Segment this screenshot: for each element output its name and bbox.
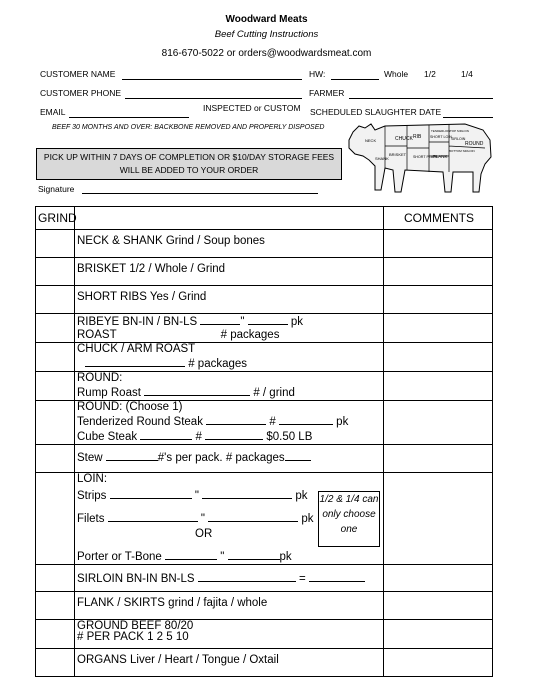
sirloin-field[interactable] xyxy=(198,571,296,582)
grind-checkbox[interactable] xyxy=(36,314,75,343)
rump-roast-label: Rump Roast xyxy=(77,387,141,399)
sirloin-count-field[interactable] xyxy=(309,571,365,582)
cow-label-chuck: CHUCK xyxy=(395,136,413,142)
strips-pk-label: pk xyxy=(295,490,308,502)
inch-mark: " xyxy=(220,551,225,563)
chuck-count-field[interactable] xyxy=(85,356,185,367)
filets-pk-label: pk xyxy=(301,513,314,525)
cow-label-tenderloin: TENDERLOIN xyxy=(431,129,451,133)
farmer-label: FARMER xyxy=(309,88,345,98)
comments-cell[interactable] xyxy=(384,592,493,620)
grind-checkbox[interactable] xyxy=(36,445,75,473)
or-label: OR xyxy=(195,528,213,540)
comments-cell[interactable] xyxy=(384,258,493,286)
tenderized-count-field[interactable] xyxy=(279,414,333,425)
cow-label-neck: NECK xyxy=(365,138,377,143)
row-brisket: BRISKET 1/2 / Whole / Grind xyxy=(75,258,384,286)
comments-cell[interactable] xyxy=(384,565,493,592)
table-row xyxy=(36,620,493,649)
cow-label-rib: RIB xyxy=(413,134,422,140)
filets-count-field[interactable] xyxy=(208,511,298,522)
ground-beef-label: GROUND BEEF 80/20 xyxy=(77,620,194,632)
inspected-custom-option[interactable]: INSPECTED or CUSTOM xyxy=(203,103,301,113)
ribeye-thickness-field[interactable] xyxy=(200,314,240,325)
pickup-notice-line1: PICK UP WITHIN 7 DAYS OF COMPLETION OR $10/DAY STORAGE FEES xyxy=(43,152,335,162)
table-row xyxy=(36,230,493,258)
cow-label-bottom-sirloin: BOTTOM SIRLOIN xyxy=(449,149,475,153)
cow-label-shank: SHANK xyxy=(375,156,389,161)
table-row xyxy=(36,401,493,445)
table-row xyxy=(36,592,493,620)
whole-option[interactable]: Whole xyxy=(384,69,409,79)
hash-mark: # xyxy=(195,431,202,443)
roast-label: ROAST xyxy=(77,329,117,341)
customer-phone-field[interactable] xyxy=(125,98,302,99)
ribeye-pk-label: pk xyxy=(290,316,303,328)
row-sirloin xyxy=(75,565,384,592)
row-neck-shank: NECK & SHANK Grind / Soup bones xyxy=(75,230,384,258)
chuck-packages-label: # packages xyxy=(188,358,248,370)
stew-label: Stew xyxy=(77,452,103,464)
pickup-notice-line2: WILL BE ADDED TO YOUR ORDER xyxy=(119,165,259,175)
grind-checkbox[interactable] xyxy=(36,230,75,258)
chuck-label: CHUCK / ARM ROAST xyxy=(77,343,196,355)
grind-checkbox[interactable] xyxy=(36,473,75,565)
farmer-field[interactable] xyxy=(349,98,493,99)
grind-checkbox[interactable] xyxy=(36,620,75,649)
backbone-note: BEEF 30 MONTHS AND OVER: BACKBONE REMOVED AND PROPERLY DISPOSED xyxy=(52,124,325,131)
ribeye-label: RIBEYE BN-IN / BN-LS xyxy=(77,316,198,328)
equals-mark: = xyxy=(298,573,306,585)
comments-cell[interactable] xyxy=(384,473,493,565)
row-organs: ORGANS Liver / Heart / Tongue / Oxtail xyxy=(75,649,384,677)
comments-cell[interactable] xyxy=(384,649,493,677)
cow-label-sirloin: SIRLOIN xyxy=(451,137,466,141)
strips-count-field[interactable] xyxy=(202,488,292,499)
tenderized-pk-label: pk xyxy=(336,416,349,428)
quarter-option[interactable]: 1/4 xyxy=(461,69,473,79)
stew-count-field[interactable] xyxy=(106,450,158,461)
filets-thickness-field[interactable] xyxy=(108,511,198,522)
cow-label-brisket: BRISKET xyxy=(389,152,407,157)
porter-label: Porter or T-Bone xyxy=(77,551,162,563)
inch-mark: " xyxy=(240,316,245,328)
round-label: ROUND: xyxy=(77,372,123,384)
porter-thickness-field[interactable] xyxy=(165,549,217,560)
hw-label: HW: xyxy=(309,69,326,79)
table-row xyxy=(36,286,493,314)
loin-label: LOIN: xyxy=(77,473,108,485)
strips-label: Strips xyxy=(77,490,107,502)
grind-checkbox[interactable] xyxy=(36,401,75,445)
comments-column-header: COMMENTS xyxy=(384,207,493,230)
table-row xyxy=(36,473,493,565)
row-ribeye xyxy=(75,314,384,343)
stew-packages-label: #'s per pack. # packages xyxy=(157,452,285,464)
signature-field[interactable] xyxy=(82,193,318,194)
table-row xyxy=(36,445,493,473)
grind-checkbox[interactable] xyxy=(36,649,75,677)
comments-cell[interactable] xyxy=(384,230,493,258)
inch-mark: " xyxy=(200,513,205,525)
cow-label-short-loin: SHORT LOIN xyxy=(430,135,452,139)
hash-mark: # xyxy=(269,416,276,428)
contact-info: 816-670-5022 or orders@woodwardsmeat.com xyxy=(161,48,372,59)
porter-count-field[interactable] xyxy=(228,549,280,560)
comments-cell[interactable] xyxy=(384,343,493,372)
signature-label: Signature xyxy=(38,184,75,194)
email-field[interactable] xyxy=(69,117,189,118)
business-name: Woodward Meats xyxy=(225,14,308,25)
cow-label-short-plate: SHORT PLATE xyxy=(413,155,438,159)
cube-steak-field[interactable] xyxy=(140,429,192,440)
table-row xyxy=(36,372,493,401)
roast-packages-label: # packages xyxy=(220,329,280,341)
cube-steak-label: Cube Steak xyxy=(77,431,138,443)
stew-packages-field[interactable] xyxy=(285,450,311,461)
porter-pk-label: pk xyxy=(279,551,292,563)
round-choose-label: ROUND: (Choose 1) xyxy=(77,401,183,413)
grind-checkbox[interactable] xyxy=(36,592,75,620)
grind-column-header: GRIND xyxy=(36,207,75,230)
row-flank: FLANK / SKIRTS grind / fajita / whole xyxy=(75,592,384,620)
row-chuck xyxy=(75,343,384,372)
cutting-table xyxy=(35,206,493,677)
comments-cell[interactable] xyxy=(384,314,493,343)
grind-checkbox[interactable] xyxy=(36,343,75,372)
strips-thickness-field[interactable] xyxy=(110,488,192,499)
rump-roast-field[interactable] xyxy=(144,385,250,396)
beef-cuts-diagram xyxy=(345,112,495,198)
customer-name-field[interactable] xyxy=(122,79,302,80)
table-row xyxy=(36,343,493,372)
grind-checkbox[interactable] xyxy=(36,372,75,401)
table-row xyxy=(36,258,493,286)
grind-checkbox[interactable] xyxy=(36,258,75,286)
item-column-header xyxy=(75,207,384,230)
customer-name-label: CUSTOMER NAME xyxy=(40,69,116,79)
comments-cell[interactable] xyxy=(384,372,493,401)
table-row xyxy=(36,314,493,343)
grind-checkbox[interactable] xyxy=(36,565,75,592)
email-label: EMAIL xyxy=(40,107,66,117)
grind-checkbox[interactable] xyxy=(36,286,75,314)
ribeye-count-field[interactable] xyxy=(248,314,288,325)
comments-cell[interactable] xyxy=(384,401,493,445)
row-short-ribs: SHORT RIBS Yes / Grind xyxy=(75,286,384,314)
cube-steak-price: $0.50 LB xyxy=(266,431,313,443)
row-round-rump xyxy=(75,372,384,401)
tenderized-thickness-field[interactable] xyxy=(206,414,266,425)
hw-field[interactable] xyxy=(331,79,379,80)
table-row xyxy=(36,649,493,677)
cube-steak-count-field[interactable] xyxy=(205,429,263,440)
ground-per-pack-options[interactable]: # PER PACK 1 2 5 10 xyxy=(77,631,189,643)
comments-cell[interactable] xyxy=(384,286,493,314)
form-subtitle: Beef Cutting Instructions xyxy=(214,29,319,40)
rump-roast-options: # / grind xyxy=(253,387,295,399)
choose-one-note: 1/2 & 1/4 can only choose one xyxy=(318,491,380,547)
cow-label-round: ROUND xyxy=(465,141,484,147)
half-option[interactable]: 1/2 xyxy=(424,69,436,79)
table-row xyxy=(36,565,493,592)
slaughter-date-label: SCHEDULED SLAUGHTER DATE xyxy=(310,107,442,117)
pickup-notice xyxy=(36,148,342,180)
tenderized-label: Tenderized Round Steak xyxy=(77,416,203,428)
filets-label: Filets xyxy=(77,513,105,525)
sirloin-label: SIRLOIN BN-IN BN-LS xyxy=(77,573,195,585)
cow-label-flank: FLANK xyxy=(433,154,448,159)
row-round-steak xyxy=(75,401,384,445)
row-ground-beef xyxy=(75,620,384,649)
inch-mark: " xyxy=(194,490,199,502)
comments-cell[interactable] xyxy=(384,620,493,649)
row-stew xyxy=(75,445,384,473)
customer-phone-label: CUSTOMER PHONE xyxy=(40,88,122,98)
comments-cell[interactable] xyxy=(384,445,493,473)
cow-label-top-sirloin: TOP SIRLOIN xyxy=(450,129,469,133)
